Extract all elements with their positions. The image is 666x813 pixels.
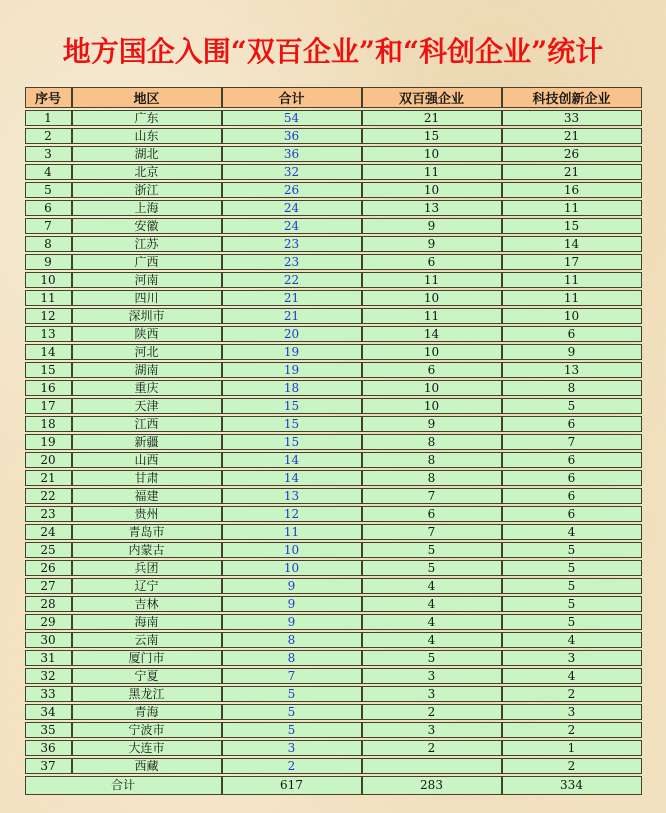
- sum-cell: 5: [222, 686, 362, 702]
- sum-cell: 15: [222, 398, 362, 414]
- index-cell: 21: [25, 470, 72, 486]
- region-cell: 天津: [72, 398, 222, 414]
- table-row: [25, 488, 642, 504]
- table-body: [25, 110, 642, 774]
- table-row: [25, 146, 642, 162]
- index-cell: 1: [25, 110, 72, 126]
- top200-cell: 4: [362, 596, 502, 612]
- sum-cell: 22: [222, 272, 362, 288]
- index-cell: 18: [25, 416, 72, 432]
- top200-cell: 13: [362, 200, 502, 216]
- index-cell: 35: [25, 722, 72, 738]
- innovation-cell: 11: [502, 290, 642, 306]
- region-cell: 黑龙江: [72, 686, 222, 702]
- innovation-cell: 5: [502, 614, 642, 630]
- sum-cell: 36: [222, 128, 362, 144]
- region-cell: 河北: [72, 344, 222, 360]
- index-cell: 34: [25, 704, 72, 720]
- sum-cell: 14: [222, 470, 362, 486]
- table-row: [25, 704, 642, 720]
- innovation-cell: 7: [502, 434, 642, 450]
- innovation-cell: 5: [502, 560, 642, 576]
- top200-cell: 2: [362, 740, 502, 756]
- innovation-cell: 21: [502, 128, 642, 144]
- table-row: [25, 128, 642, 144]
- innovation-cell: 6: [502, 506, 642, 522]
- page: [0, 34, 666, 813]
- region-cell: 福建: [72, 488, 222, 504]
- innovation-cell: 6: [502, 488, 642, 504]
- sum-cell: 3: [222, 740, 362, 756]
- index-cell: 4: [25, 164, 72, 180]
- top200-cell: 5: [362, 650, 502, 666]
- table-row: [25, 740, 642, 756]
- region-cell: 湖北: [72, 146, 222, 162]
- table-row: [25, 380, 642, 396]
- region-cell: 四川: [72, 290, 222, 306]
- region-cell: 江苏: [72, 236, 222, 252]
- top200-cell: 3: [362, 668, 502, 684]
- table-row: [25, 650, 642, 666]
- table-row: [25, 398, 642, 414]
- innovation-cell: 8: [502, 380, 642, 396]
- index-cell: 14: [25, 344, 72, 360]
- sum-cell: 54: [222, 110, 362, 126]
- column-header-innovation: 科技创新企业: [502, 87, 642, 108]
- innovation-cell: 2: [502, 722, 642, 738]
- innovation-cell: 6: [502, 452, 642, 468]
- region-cell: 甘肃: [72, 470, 222, 486]
- sum-cell: 5: [222, 704, 362, 720]
- index-cell: 37: [25, 758, 72, 774]
- index-cell: 31: [25, 650, 72, 666]
- column-header-top200: 双百强企业: [362, 87, 502, 108]
- region-cell: 贵州: [72, 506, 222, 522]
- region-cell: 重庆: [72, 380, 222, 396]
- sum-cell: 21: [222, 308, 362, 324]
- index-cell: 22: [25, 488, 72, 504]
- top200-cell: 4: [362, 578, 502, 594]
- sum-cell: 14: [222, 452, 362, 468]
- sum-cell: 8: [222, 650, 362, 666]
- top200-cell: 11: [362, 272, 502, 288]
- table-row: [25, 272, 642, 288]
- table-row: [25, 452, 642, 468]
- innovation-cell: 33: [502, 110, 642, 126]
- region-cell: 厦门市: [72, 650, 222, 666]
- region-cell: 陕西: [72, 326, 222, 342]
- index-cell: 16: [25, 380, 72, 396]
- region-cell: 海南: [72, 614, 222, 630]
- top200-cell: 6: [362, 254, 502, 270]
- region-cell: 江西: [72, 416, 222, 432]
- total-label-cell: 合计: [25, 776, 222, 795]
- table-row: [25, 614, 642, 630]
- table-row: [25, 668, 642, 684]
- table-row: [25, 632, 642, 648]
- innovation-cell: 6: [502, 326, 642, 342]
- page-title: 地方国企入围“双百企业”和“科创企业”统计: [62, 35, 604, 68]
- index-cell: 5: [25, 182, 72, 198]
- innovation-cell: 10: [502, 308, 642, 324]
- innovation-cell: 17: [502, 254, 642, 270]
- region-cell: 云南: [72, 632, 222, 648]
- top200-cell: 5: [362, 542, 502, 558]
- index-cell: 7: [25, 218, 72, 234]
- index-cell: 27: [25, 578, 72, 594]
- top200-cell: 8: [362, 470, 502, 486]
- region-cell: 湖南: [72, 362, 222, 378]
- index-cell: 17: [25, 398, 72, 414]
- table-row: [25, 578, 642, 594]
- table-row: [25, 722, 642, 738]
- innovation-cell: 5: [502, 596, 642, 612]
- innovation-cell: 14: [502, 236, 642, 252]
- top200-cell: 2: [362, 704, 502, 720]
- region-cell: 大连市: [72, 740, 222, 756]
- region-cell: 河南: [72, 272, 222, 288]
- index-cell: 23: [25, 506, 72, 522]
- table-row: [25, 290, 642, 306]
- sum-cell: 19: [222, 362, 362, 378]
- table-row: [25, 416, 642, 432]
- top200-cell: 3: [362, 722, 502, 738]
- sum-cell: 5: [222, 722, 362, 738]
- top200-cell: [362, 758, 502, 774]
- region-cell: 广东: [72, 110, 222, 126]
- region-cell: 宁波市: [72, 722, 222, 738]
- top200-cell: 10: [362, 182, 502, 198]
- table-row: [25, 686, 642, 702]
- table-row: [25, 542, 642, 558]
- index-cell: 3: [25, 146, 72, 162]
- innovation-cell: 21: [502, 164, 642, 180]
- top200-cell: 10: [362, 344, 502, 360]
- sum-cell: 36: [222, 146, 362, 162]
- innovation-cell: 15: [502, 218, 642, 234]
- innovation-cell: 4: [502, 668, 642, 684]
- sum-cell: 2: [222, 758, 362, 774]
- top200-cell: 5: [362, 560, 502, 576]
- region-cell: 北京: [72, 164, 222, 180]
- index-cell: 30: [25, 632, 72, 648]
- table-row: [25, 560, 642, 576]
- region-cell: 安徽: [72, 218, 222, 234]
- top200-cell: 21: [362, 110, 502, 126]
- innovation-cell: 2: [502, 758, 642, 774]
- top200-cell: 8: [362, 452, 502, 468]
- index-cell: 13: [25, 326, 72, 342]
- sum-cell: 24: [222, 200, 362, 216]
- index-cell: 25: [25, 542, 72, 558]
- index-cell: 26: [25, 560, 72, 576]
- sum-cell: 19: [222, 344, 362, 360]
- top200-cell: 6: [362, 506, 502, 522]
- innovation-cell: 13: [502, 362, 642, 378]
- sum-cell: 15: [222, 434, 362, 450]
- top200-cell: 10: [362, 290, 502, 306]
- index-cell: 32: [25, 668, 72, 684]
- innovation-cell: 11: [502, 200, 642, 216]
- top200-cell: 6: [362, 362, 502, 378]
- table-row: [25, 326, 642, 342]
- sum-cell: 15: [222, 416, 362, 432]
- top200-cell: 10: [362, 380, 502, 396]
- table-row: [25, 218, 642, 234]
- index-cell: 6: [25, 200, 72, 216]
- index-cell: 8: [25, 236, 72, 252]
- table-row: [25, 110, 642, 126]
- table-row: [25, 596, 642, 612]
- index-cell: 28: [25, 596, 72, 612]
- sum-cell: 26: [222, 182, 362, 198]
- table-row: [25, 200, 642, 216]
- index-cell: 19: [25, 434, 72, 450]
- total-sum-cell: 617: [222, 776, 362, 795]
- region-cell: 宁夏: [72, 668, 222, 684]
- index-cell: 9: [25, 254, 72, 270]
- top200-cell: 10: [362, 398, 502, 414]
- index-cell: 2: [25, 128, 72, 144]
- innovation-cell: 16: [502, 182, 642, 198]
- index-cell: 15: [25, 362, 72, 378]
- top200-cell: 4: [362, 614, 502, 630]
- sum-cell: 23: [222, 254, 362, 270]
- innovation-cell: 6: [502, 416, 642, 432]
- top200-cell: 8: [362, 434, 502, 450]
- sum-cell: 13: [222, 488, 362, 504]
- innovation-cell: 11: [502, 272, 642, 288]
- sum-cell: 18: [222, 380, 362, 396]
- table-row: [25, 236, 642, 252]
- header-row: [25, 87, 642, 108]
- total-row: [25, 776, 642, 795]
- top200-cell: 9: [362, 236, 502, 252]
- sum-cell: 9: [222, 578, 362, 594]
- innovation-cell: 9: [502, 344, 642, 360]
- column-header-region: 地区: [72, 87, 222, 108]
- table-row: [25, 524, 642, 540]
- top200-cell: 14: [362, 326, 502, 342]
- innovation-cell: 6: [502, 470, 642, 486]
- statistics-table: [25, 85, 642, 797]
- index-cell: 36: [25, 740, 72, 756]
- region-cell: 青岛市: [72, 524, 222, 540]
- top200-cell: 15: [362, 128, 502, 144]
- index-cell: 24: [25, 524, 72, 540]
- region-cell: 青海: [72, 704, 222, 720]
- sum-cell: 10: [222, 542, 362, 558]
- region-cell: 上海: [72, 200, 222, 216]
- index-cell: 33: [25, 686, 72, 702]
- total-top200-cell: 283: [362, 776, 502, 795]
- sum-cell: 20: [222, 326, 362, 342]
- innovation-cell: 3: [502, 650, 642, 666]
- region-cell: 浙江: [72, 182, 222, 198]
- region-cell: 辽宁: [72, 578, 222, 594]
- table-row: [25, 470, 642, 486]
- innovation-cell: 4: [502, 632, 642, 648]
- region-cell: 深圳市: [72, 308, 222, 324]
- sum-cell: 9: [222, 614, 362, 630]
- column-header-index: 序号: [25, 87, 72, 108]
- index-cell: 29: [25, 614, 72, 630]
- top200-cell: 3: [362, 686, 502, 702]
- table-row: [25, 254, 642, 270]
- region-cell: 广西: [72, 254, 222, 270]
- sum-cell: 7: [222, 668, 362, 684]
- index-cell: 11: [25, 290, 72, 306]
- top200-cell: 11: [362, 164, 502, 180]
- table-row: [25, 362, 642, 378]
- region-cell: 兵团: [72, 560, 222, 576]
- column-header-total: 合计: [222, 87, 362, 108]
- region-cell: 内蒙古: [72, 542, 222, 558]
- innovation-cell: 1: [502, 740, 642, 756]
- region-cell: 山东: [72, 128, 222, 144]
- table-row: [25, 164, 642, 180]
- index-cell: 10: [25, 272, 72, 288]
- top200-cell: 9: [362, 416, 502, 432]
- sum-cell: 12: [222, 506, 362, 522]
- top200-cell: 10: [362, 146, 502, 162]
- table-row: [25, 182, 642, 198]
- total-innovation-cell: 334: [502, 776, 642, 795]
- top200-cell: 7: [362, 524, 502, 540]
- region-cell: 山西: [72, 452, 222, 468]
- region-cell: 新疆: [72, 434, 222, 450]
- innovation-cell: 5: [502, 542, 642, 558]
- sum-cell: 9: [222, 596, 362, 612]
- innovation-cell: 26: [502, 146, 642, 162]
- sum-cell: 8: [222, 632, 362, 648]
- region-cell: 西藏: [72, 758, 222, 774]
- table-row: [25, 506, 642, 522]
- sum-cell: 23: [222, 236, 362, 252]
- table-row: [25, 758, 642, 774]
- innovation-cell: 2: [502, 686, 642, 702]
- top200-cell: 7: [362, 488, 502, 504]
- index-cell: 12: [25, 308, 72, 324]
- innovation-cell: 4: [502, 524, 642, 540]
- sum-cell: 21: [222, 290, 362, 306]
- top200-cell: 9: [362, 218, 502, 234]
- table-row: [25, 434, 642, 450]
- innovation-cell: 3: [502, 704, 642, 720]
- top200-cell: 11: [362, 308, 502, 324]
- innovation-cell: 5: [502, 578, 642, 594]
- innovation-cell: 5: [502, 398, 642, 414]
- table-row: [25, 308, 642, 324]
- table-row: [25, 344, 642, 360]
- sum-cell: 24: [222, 218, 362, 234]
- index-cell: 20: [25, 452, 72, 468]
- sum-cell: 10: [222, 560, 362, 576]
- sum-cell: 32: [222, 164, 362, 180]
- region-cell: 吉林: [72, 596, 222, 612]
- sum-cell: 11: [222, 524, 362, 540]
- top200-cell: 4: [362, 632, 502, 648]
